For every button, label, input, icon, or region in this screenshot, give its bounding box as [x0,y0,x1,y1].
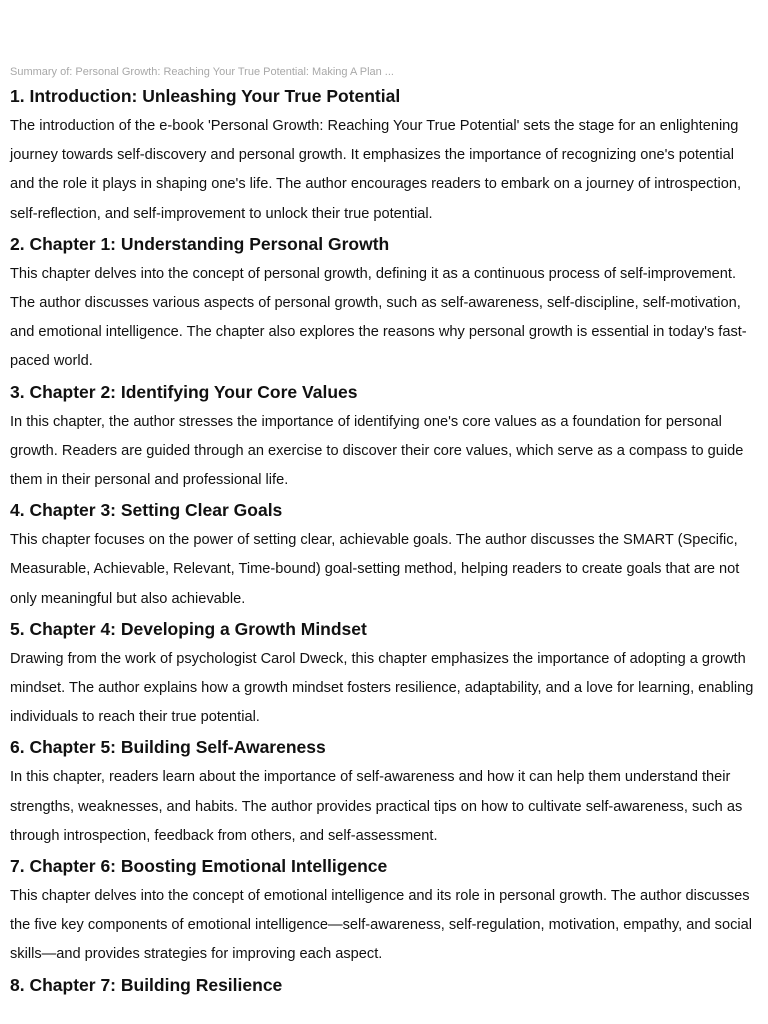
section-body: In this chapter, readers learn about the importance of self-awareness and how it can help them understand their strengths, weaknesses, and habits. The author provides practical tips on how to cultivate self-awareness, such as through introspection, feedback from others, and self-assessment. [10,769,743,844]
section-title: 4. Chapter 3: Setting Clear Goals [10,500,283,521]
section-chapter-5 [10,732,762,851]
section-chapter-4 [10,614,762,733]
section-title: 8. Chapter 7: Building Resilience [10,974,283,995]
document-header: Summary of: Personal Growth: Reaching Your True Potential: Making A Plan ... [10,66,394,78]
section-body: This chapter delves into the concept of personal growth, defining it as a continuous process of self-improvement. The author discusses various aspects of personal growth, such as self-awareness, self-discipline, self-motivation, and emotional intelligence. The chapter also explores the reasons why personal growth is essential in today's fast-paced world. [10,265,747,370]
section-body: In this chapter, the author stresses the importance of identifying one's core values as a foundation for personal growth. Readers are guided through an exercise to discover their core values, which serve as a compass to guide them in their personal and professional life. [10,413,744,489]
section-body: This chapter delves into the concept of emotional intelligence and its role in personal growth. The author discusses the five key components of emotional intelligence—self-awareness, self-regulation, motivation, empathy, and social skills—and provides strategies for improving each aspect. [10,888,752,963]
section-chapter-3 [10,495,762,614]
section-body: This chapter focuses on the power of setting clear, achievable goals. The author discusses the SMART (Specific, Measurable, Achievable, Relevant, Time-bound) goal-setting method, helping readers to create goals that are not only meaningful but also achievable. [10,532,740,607]
section-chapter-7 [10,970,762,1001]
section-body: The introduction of the e-book 'Personal Growth: Reaching Your True Potential' sets the stage for an enlightening journey towards self-discovery and personal growth. It emphasizes the importance of recognizing one's potential and the role it plays in shaping one's life. The author encourages readers to embark on a journey of introspection, self-reflection, and self-improvement to unlock their true potential. [10,118,742,222]
section-introduction [10,81,762,229]
section-title: 2. Chapter 1: Understanding Personal Growth [10,233,390,254]
section-title: 1. Introduction: Unleashing Your True Potential [10,86,401,106]
section-chapter-1 [10,229,762,377]
section-title: 3. Chapter 2: Identifying Your Core Values [10,381,358,402]
section-title: 6. Chapter 5: Building Self-Awareness [10,737,326,758]
document-page [10,63,762,1001]
section-title: 5. Chapter 4: Developing a Growth Mindset [10,618,367,639]
section-body: Drawing from the work of psychologist Carol Dweck, this chapter emphasizes the importance of adopting a growth mindset. The author explains how a growth mindset fosters resilience, adaptability, and a love for learning, enabling individuals to reach their true potential. [10,650,754,726]
section-chapter-6 [10,851,762,970]
section-title: 7. Chapter 6: Boosting Emotional Intelligence [10,856,388,877]
section-chapter-2 [10,377,762,496]
